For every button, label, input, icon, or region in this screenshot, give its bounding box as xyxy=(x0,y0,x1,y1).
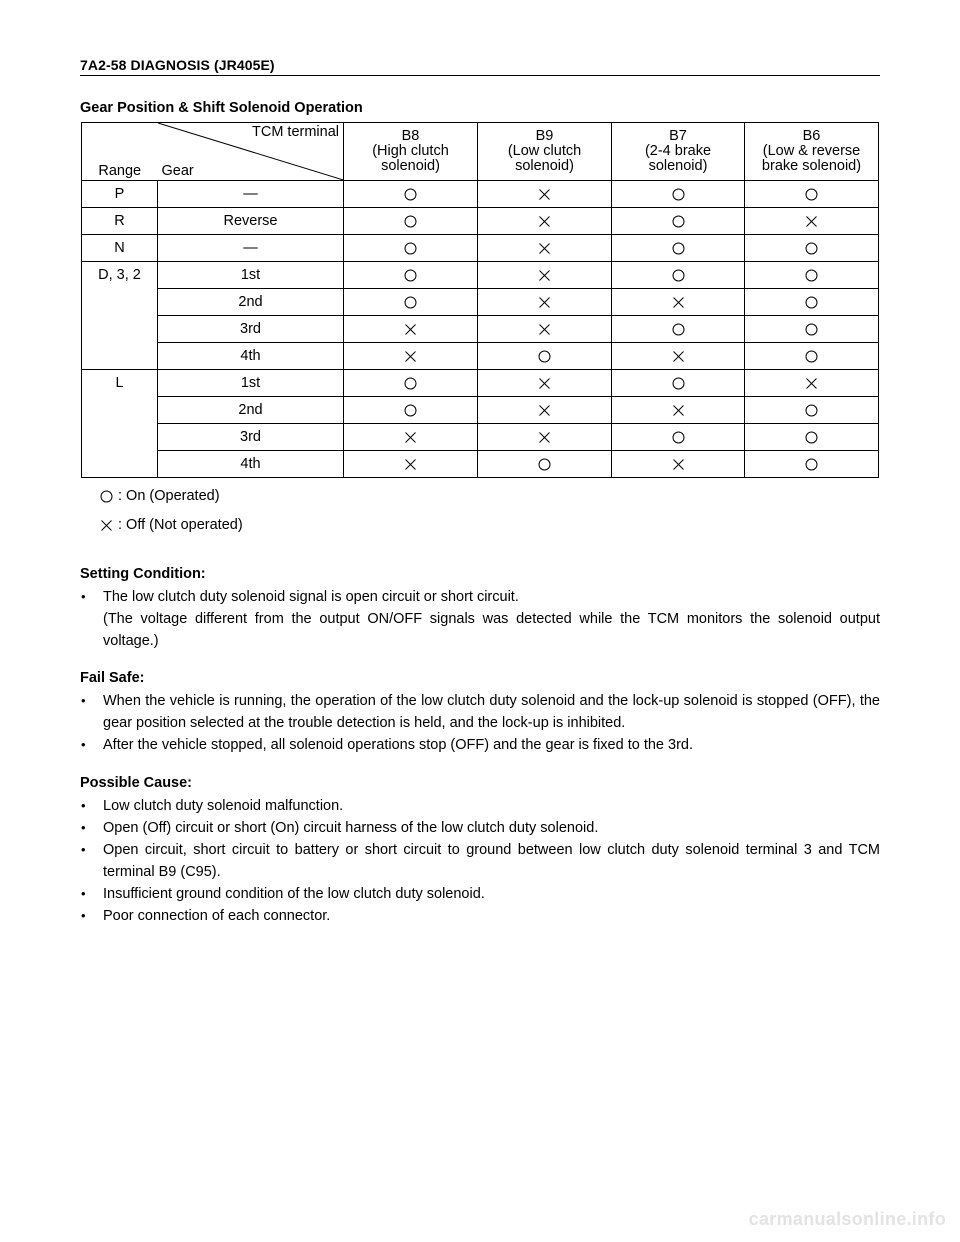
table-row xyxy=(82,370,879,397)
cross-icon xyxy=(538,188,551,201)
table-row xyxy=(82,424,879,451)
solenoid-state-cell xyxy=(478,289,612,316)
setting-condition-title: Setting Condition: xyxy=(80,566,206,582)
solenoid-state-cell xyxy=(612,262,745,289)
solenoid-state-cell xyxy=(612,370,745,397)
gear-cell: 4th xyxy=(158,451,344,478)
col-header-b9: B9 (Low clutch solenoid) xyxy=(478,123,612,181)
col-header-b6: B6 (Low & reverse brake solenoid) xyxy=(745,123,879,181)
possible-cause-title: Possible Cause: xyxy=(80,775,193,791)
circle-icon xyxy=(805,323,818,336)
cross-icon xyxy=(538,269,551,282)
circle-icon xyxy=(805,431,818,444)
table-row xyxy=(82,262,879,289)
circle-icon xyxy=(404,404,417,417)
circle-icon xyxy=(672,242,685,255)
solenoid-state-cell xyxy=(344,235,478,262)
circle-icon xyxy=(805,242,818,255)
solenoid-state-cell xyxy=(612,451,745,478)
solenoid-state-cell xyxy=(745,424,879,451)
circle-icon xyxy=(672,377,685,390)
solenoid-state-cell xyxy=(478,370,612,397)
col-header-b7: B7 (2-4 brake solenoid) xyxy=(612,123,745,181)
circle-icon xyxy=(805,458,818,471)
list-item-continuation: (The voltage different from the output ON/OFF signals was detected while the TCM monitors the solenoid output voltage.) xyxy=(103,611,880,649)
solenoid-state-cell xyxy=(745,397,879,424)
solenoid-state-cell xyxy=(745,289,879,316)
cross-icon xyxy=(538,404,551,417)
watermark: carmanualsonline.info xyxy=(748,1209,946,1229)
gear-cell: 3rd xyxy=(158,424,344,451)
solenoid-state-cell xyxy=(612,208,745,235)
solenoid-state-cell xyxy=(478,397,612,424)
solenoid-state-cell xyxy=(478,424,612,451)
solenoid-state-cell xyxy=(344,424,478,451)
solenoid-state-cell xyxy=(745,370,879,397)
legend-on: : On (Operated) xyxy=(100,488,220,504)
fail-safe-list xyxy=(80,690,880,756)
circle-icon xyxy=(672,188,685,201)
solenoid-state-cell xyxy=(344,343,478,370)
setting-condition-list xyxy=(80,586,880,652)
gear-cell: 4th xyxy=(158,343,344,370)
legend-off: : Off (Not operated) xyxy=(100,517,243,533)
circle-icon xyxy=(404,188,417,201)
solenoid-state-cell xyxy=(478,262,612,289)
solenoid-state-cell xyxy=(745,208,879,235)
list-item: • Poor connection of each connector. xyxy=(80,905,880,927)
circle-icon xyxy=(538,350,551,363)
circle-icon xyxy=(404,296,417,309)
gear-cell: 3rd xyxy=(158,316,344,343)
cross-icon xyxy=(538,296,551,309)
list-item: • After the vehicle stopped, all solenoid operations stop (OFF) and the gear is fixed to the 3rd. xyxy=(80,734,880,756)
cross-icon xyxy=(538,242,551,255)
gear-label: Gear xyxy=(161,163,194,179)
col-header-b8: B8 (High clutch solenoid) xyxy=(344,123,478,181)
gear-cell: — xyxy=(158,181,344,208)
solenoid-state-cell xyxy=(745,181,879,208)
circle-icon xyxy=(805,296,818,309)
cross-icon xyxy=(404,431,417,444)
circle-icon xyxy=(672,215,685,228)
cross-icon xyxy=(100,519,113,532)
solenoid-state-cell xyxy=(745,316,879,343)
page-header: 7A2-58 DIAGNOSIS (JR405E) xyxy=(80,57,880,76)
range-cell: R xyxy=(82,208,158,235)
cross-icon xyxy=(404,350,417,363)
solenoid-state-cell xyxy=(612,424,745,451)
list-item: • Low clutch duty solenoid malfunction. xyxy=(80,795,880,817)
cross-icon xyxy=(672,458,685,471)
cross-icon xyxy=(672,296,685,309)
range-cell: P xyxy=(82,181,158,208)
circle-icon xyxy=(805,404,818,417)
solenoid-state-cell xyxy=(612,397,745,424)
circle-icon xyxy=(404,215,417,228)
circle-icon xyxy=(404,242,417,255)
range-cell: D, 3, 2 xyxy=(82,262,158,370)
gear-cell: 1st xyxy=(158,262,344,289)
cross-icon xyxy=(672,350,685,363)
tcm-gear-header xyxy=(158,123,344,181)
circle-icon xyxy=(805,269,818,282)
gear-cell: 2nd xyxy=(158,289,344,316)
table-row xyxy=(82,235,879,262)
gear-cell: 2nd xyxy=(158,397,344,424)
list-item: • Open (Off) circuit or short (On) circuit harness of the low clutch duty solenoid. xyxy=(80,817,880,839)
solenoid-state-cell xyxy=(745,235,879,262)
solenoid-state-cell xyxy=(344,370,478,397)
solenoid-state-cell xyxy=(478,235,612,262)
solenoid-state-cell xyxy=(478,451,612,478)
section-title: Gear Position & Shift Solenoid Operation xyxy=(80,100,363,116)
solenoid-state-cell xyxy=(344,208,478,235)
cross-icon xyxy=(538,323,551,336)
solenoid-state-cell xyxy=(612,316,745,343)
solenoid-state-cell xyxy=(344,262,478,289)
table-row xyxy=(82,289,879,316)
table-row xyxy=(82,343,879,370)
circle-icon xyxy=(538,458,551,471)
solenoid-state-cell xyxy=(344,451,478,478)
table-row xyxy=(82,397,879,424)
circle-icon xyxy=(100,490,113,503)
circle-icon xyxy=(672,431,685,444)
gear-cell: 1st xyxy=(158,370,344,397)
solenoid-state-cell xyxy=(612,181,745,208)
fail-safe-title: Fail Safe: xyxy=(80,670,145,686)
list-item: • Insufficient ground condition of the low clutch duty solenoid. xyxy=(80,883,880,905)
circle-icon xyxy=(672,323,685,336)
circle-icon xyxy=(805,350,818,363)
list-item: • When the vehicle is running, the operation of the low clutch duty solenoid and the lock-up solenoid is stopped (OFF), the gear position selected at the trouble detection is held, and the lock-up is inhibited. xyxy=(80,690,880,734)
range-cell: N xyxy=(82,235,158,262)
solenoid-state-cell xyxy=(344,397,478,424)
solenoid-state-cell xyxy=(478,208,612,235)
solenoid-state-cell xyxy=(745,262,879,289)
range-cell: L xyxy=(82,370,158,478)
table-row xyxy=(82,181,879,208)
cross-icon xyxy=(538,431,551,444)
table-row xyxy=(82,451,879,478)
solenoid-state-cell xyxy=(745,451,879,478)
circle-icon xyxy=(404,269,417,282)
solenoid-state-cell xyxy=(612,343,745,370)
solenoid-state-cell xyxy=(612,235,745,262)
circle-icon xyxy=(404,377,417,390)
circle-icon xyxy=(672,269,685,282)
solenoid-state-cell xyxy=(344,316,478,343)
cross-icon xyxy=(805,377,818,390)
circle-icon xyxy=(805,188,818,201)
solenoid-state-cell xyxy=(344,181,478,208)
table-row xyxy=(82,208,879,235)
solenoid-state-cell xyxy=(478,316,612,343)
gear-cell: — xyxy=(158,235,344,262)
solenoid-state-cell xyxy=(344,289,478,316)
tcm-terminal-label: TCM terminal xyxy=(251,124,339,140)
cross-icon xyxy=(805,215,818,228)
cross-icon xyxy=(538,215,551,228)
solenoid-table xyxy=(81,122,879,478)
cross-icon xyxy=(538,377,551,390)
solenoid-state-cell xyxy=(745,343,879,370)
possible-cause-list xyxy=(80,795,880,927)
solenoid-state-cell xyxy=(478,181,612,208)
cross-icon xyxy=(404,323,417,336)
list-item: • The low clutch duty solenoid signal is open circuit or short circuit. xyxy=(80,586,880,608)
range-header: Range xyxy=(82,123,158,181)
solenoid-state-cell xyxy=(478,343,612,370)
list-item: • Open circuit, short circuit to battery or short circuit to ground between low clutch duty solenoid terminal 3 and TCM terminal B9 (C95). xyxy=(80,839,880,883)
cross-icon xyxy=(404,458,417,471)
solenoid-state-cell xyxy=(612,289,745,316)
table-row xyxy=(82,316,879,343)
gear-cell: Reverse xyxy=(158,208,344,235)
cross-icon xyxy=(672,404,685,417)
